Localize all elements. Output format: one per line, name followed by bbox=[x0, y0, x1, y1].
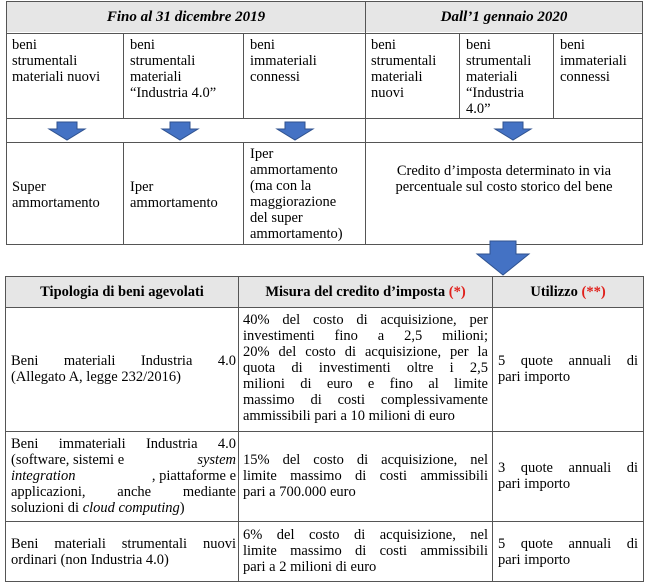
grid-line bbox=[5, 276, 6, 582]
result-right: Credito d’imposta determinato in via percentuale sul costo storico del bene bbox=[395, 163, 613, 195]
category-right-2: beni strumentali materiali “Industria 4.0” bbox=[466, 37, 532, 117]
table-row-3-usage: 5 quote annuali di pari importo bbox=[498, 536, 638, 568]
table-row-2-type: Beni immateriali Industria 4.0 (software, sistemi e system integration , piattaforme e applicazioni, anche mediante soluzioni di cloud computing) bbox=[11, 436, 236, 516]
grid-line bbox=[243, 142, 244, 245]
grid-line bbox=[365, 1, 366, 245]
table-row-1-usage: 5 quote annuali di pari importo bbox=[498, 353, 638, 385]
grid-line bbox=[5, 307, 644, 308]
category-right-1: beni strumentali materiali nuovi bbox=[371, 37, 437, 101]
category-left-2: beni strumentali materiali “Industria 4.0” bbox=[130, 37, 217, 101]
column-header-usage: Utilizzo (**) bbox=[530, 283, 606, 300]
column-header-type: Tipologia di beni agevolati bbox=[40, 283, 204, 300]
period-header-right bbox=[366, 2, 642, 32]
result-left-1: Super ammortamento bbox=[12, 179, 100, 211]
table-row-3-type: Beni materiali strumentali nuovi ordinari (non Industria 4.0) bbox=[11, 536, 236, 568]
table-row-1-type: Beni materiali Industria 4.0 (Allegato A, legge 232/2016) bbox=[11, 353, 236, 385]
table-row-2-measure: 15% del costo di acquisizione, nel limite massimo di costi ammissibili pari a 700.000 euro bbox=[243, 452, 488, 500]
footnote-mark: (*) bbox=[448, 283, 466, 300]
grid-line bbox=[6, 33, 643, 34]
table-row-2-usage: 3 quote annuali di pari importo bbox=[498, 460, 638, 492]
grid-line bbox=[5, 521, 644, 522]
grid-line bbox=[6, 1, 7, 245]
column-header-measure: Misura del credito d’imposta (*) bbox=[265, 283, 466, 300]
down-arrow-icon bbox=[275, 121, 315, 141]
grid-line bbox=[642, 1, 643, 245]
footnote-mark: (**) bbox=[581, 283, 606, 300]
grid-line bbox=[6, 118, 643, 119]
grid-line bbox=[643, 276, 644, 582]
grid-line bbox=[238, 276, 239, 582]
grid-line bbox=[6, 244, 643, 245]
category-left-1: beni strumentali materiali nuovi bbox=[12, 37, 101, 85]
table-row-3-measure: 6% del costo di acquisizione, nel limite massimo di costi ammissibili pari a 2 milioni di euro bbox=[243, 527, 488, 575]
period-header-left bbox=[7, 2, 365, 32]
period-right-label: Dall’1 gennaio 2020 bbox=[440, 8, 568, 25]
grid-line bbox=[6, 142, 643, 143]
big-down-arrow-icon bbox=[475, 240, 531, 276]
result-left-2: Iper ammortamento bbox=[130, 179, 218, 211]
down-arrow-icon bbox=[160, 121, 200, 141]
down-arrow-icon bbox=[493, 121, 533, 141]
grid-line bbox=[243, 33, 244, 119]
table-row-1-measure: 40% del costo di acquisizione, per investimenti fino a 2,5 milioni; 20% del costo di acquisizione, per la quota di investimenti oltre i 2,5 milioni di euro e fino al limite massimo di costi complessivamente ammissibili pari a 10 milioni di euro bbox=[243, 312, 488, 424]
grid-line bbox=[492, 276, 493, 582]
grid-line bbox=[459, 33, 460, 119]
grid-line bbox=[6, 1, 643, 2]
grid-line bbox=[123, 142, 124, 245]
result-left-3: Iper ammortamento (ma con la maggiorazione del super ammortamento) bbox=[250, 146, 343, 242]
grid-line bbox=[553, 33, 554, 119]
grid-line bbox=[123, 33, 124, 119]
down-arrow-icon bbox=[47, 121, 87, 141]
grid-line bbox=[5, 581, 644, 582]
period-left-label: Fino al 31 dicembre 2019 bbox=[106, 8, 266, 25]
category-right-3: beni immateriali connessi bbox=[560, 37, 627, 85]
category-left-3: beni immateriali connessi bbox=[250, 37, 317, 85]
grid-line bbox=[5, 431, 644, 432]
